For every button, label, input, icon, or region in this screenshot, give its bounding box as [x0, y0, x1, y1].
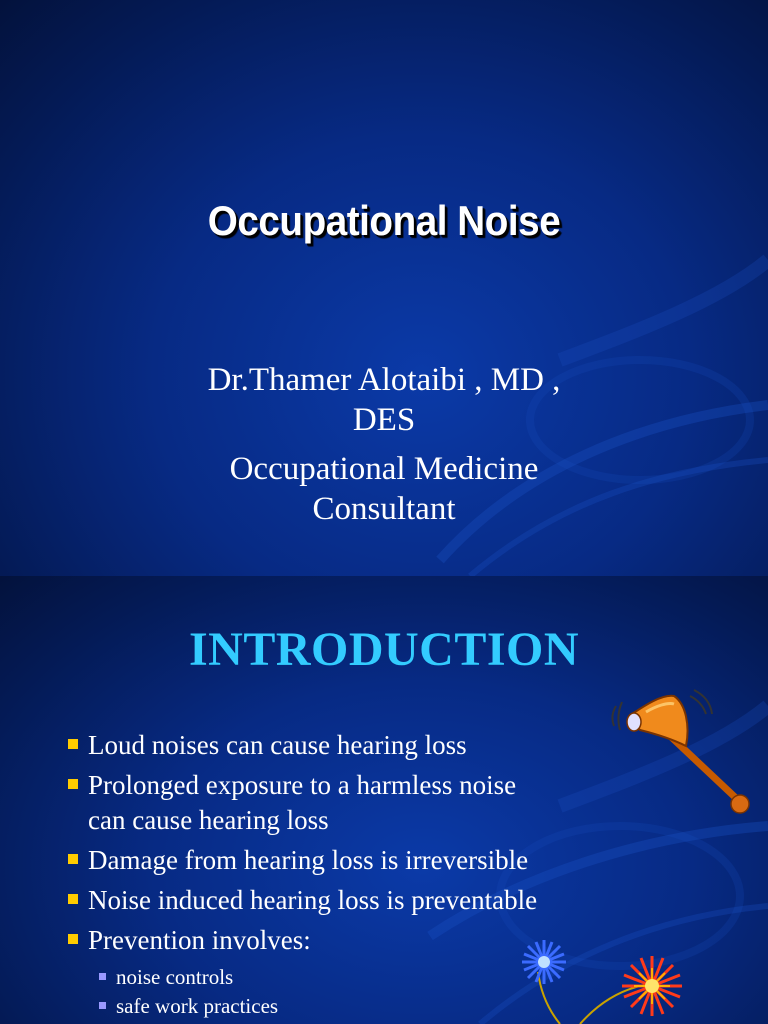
- presenter-info: [0, 360, 768, 538]
- bullet-text: Damage from hearing loss is irreversible: [88, 845, 529, 875]
- bullet-marker-icon: [68, 854, 78, 864]
- bullet-marker-icon: [68, 779, 78, 789]
- bullet-text: Prolonged exposure to a harmless noise: [88, 770, 517, 800]
- introduction-slide: [0, 576, 768, 1024]
- presenter-role-line: Consultant: [312, 491, 456, 527]
- bullet-marker-icon: [68, 894, 78, 904]
- sub-bullet-marker-icon: [99, 1002, 106, 1009]
- bullet-text: can cause hearing loss: [88, 805, 329, 835]
- slide-title: INTRODUCTION: [188, 623, 580, 676]
- sub-bullet-text: safe work practices: [116, 994, 279, 1018]
- sub-bullet-marker-icon: [99, 973, 106, 980]
- bullet-item: [66, 883, 706, 918]
- sub-bullet-item: [66, 963, 706, 992]
- bullet-text: Prevention involves:: [88, 925, 311, 955]
- bullet-item: [66, 768, 706, 838]
- bullet-marker-icon: [68, 739, 78, 749]
- slide-title: Occupational Noise: [207, 197, 561, 244]
- presenter-name-line: Dr.Thamer Alotaibi , MD ,: [207, 362, 561, 398]
- presenter-name-line: DES: [352, 402, 416, 438]
- sub-bullet-item: [66, 992, 706, 1021]
- bullet-marker-icon: [68, 934, 78, 944]
- bullet-item: [66, 843, 706, 878]
- bullet-list: [66, 728, 706, 1021]
- bullet-item: [66, 728, 706, 763]
- bullet-text: Loud noises can cause hearing loss: [88, 730, 467, 760]
- sub-bullet-text: noise controls: [116, 965, 234, 989]
- bullet-item: [66, 923, 706, 958]
- presenter-name: [0, 360, 768, 440]
- bullet-text: Noise induced hearing loss is preventable: [88, 885, 538, 915]
- presenter-role: [0, 449, 768, 529]
- presenter-role-line: Occupational Medicine: [229, 451, 539, 487]
